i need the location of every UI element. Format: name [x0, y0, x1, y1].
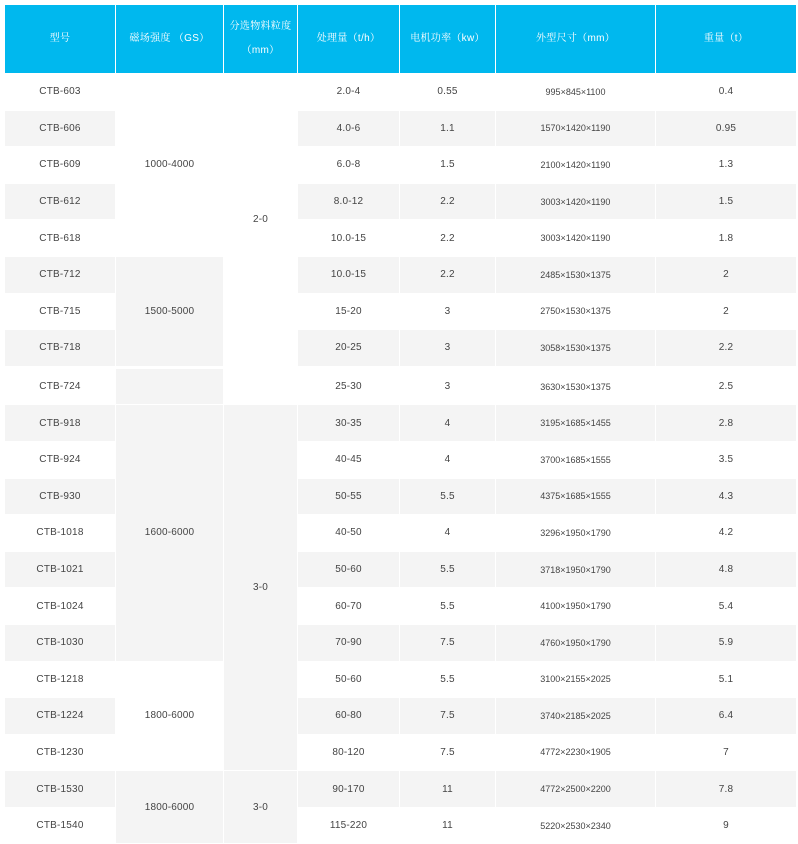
- table-row: [5, 367, 797, 405]
- capacity-cell: 50-60: [298, 551, 400, 588]
- weight-cell: 2.5: [656, 367, 797, 405]
- dimensions-cell: 3718×1950×1790: [496, 551, 656, 588]
- field-strength-cell: 1600-6000: [116, 405, 224, 661]
- dimensions-cell: 2100×1420×1190: [496, 147, 656, 184]
- header-particle-size: 分选物料粒度（mm）: [224, 5, 298, 74]
- capacity-cell: 2.0-4: [298, 74, 400, 111]
- particle-size-cell: 3-0: [224, 405, 298, 771]
- power-cell: 4: [400, 405, 496, 442]
- dimensions-cell: 3058×1530×1375: [496, 330, 656, 368]
- capacity-cell: 50-55: [298, 478, 400, 515]
- capacity-cell: 40-45: [298, 441, 400, 478]
- capacity-cell: 50-60: [298, 661, 400, 698]
- dimensions-cell: 995×845×1100: [496, 74, 656, 111]
- particle-size-cell: 2-0: [224, 74, 298, 368]
- weight-cell: 5.1: [656, 661, 797, 698]
- weight-cell: 4.2: [656, 515, 797, 552]
- model-cell: CTB-1021: [5, 551, 116, 588]
- power-cell: 7.5: [400, 624, 496, 661]
- model-cell: CTB-918: [5, 405, 116, 442]
- weight-cell: 1.8: [656, 220, 797, 257]
- dimensions-cell: 5220×2530×2340: [496, 807, 656, 844]
- field-strength-cell: 1000-4000: [116, 74, 224, 257]
- model-cell: CTB-618: [5, 220, 116, 257]
- capacity-cell: 70-90: [298, 624, 400, 661]
- dimensions-cell: 3195×1685×1455: [496, 405, 656, 442]
- weight-cell: 0.4: [656, 74, 797, 111]
- model-cell: CTB-1530: [5, 771, 116, 808]
- capacity-cell: 40-50: [298, 515, 400, 552]
- capacity-cell: 10.0-15: [298, 220, 400, 257]
- power-cell: 4: [400, 515, 496, 552]
- power-cell: 3: [400, 293, 496, 330]
- weight-cell: 2: [656, 256, 797, 293]
- power-cell: 4: [400, 441, 496, 478]
- capacity-cell: 6.0-8: [298, 147, 400, 184]
- model-cell: CTB-1540: [5, 807, 116, 844]
- dimensions-cell: 4772×2230×1905: [496, 734, 656, 771]
- weight-cell: 4.3: [656, 478, 797, 515]
- model-cell: CTB-603: [5, 74, 116, 111]
- header-magnetic-field: 磁场强度 （GS）: [116, 5, 224, 74]
- capacity-cell: 4.0-6: [298, 110, 400, 147]
- header-model: 型号: [5, 5, 116, 74]
- model-cell: CTB-612: [5, 183, 116, 220]
- model-cell: CTB-924: [5, 441, 116, 478]
- weight-cell: 9: [656, 807, 797, 844]
- power-cell: 11: [400, 807, 496, 844]
- power-cell: 2.2: [400, 183, 496, 220]
- table-body: [5, 74, 797, 844]
- capacity-cell: 25-30: [298, 367, 400, 405]
- model-cell: CTB-606: [5, 110, 116, 147]
- power-cell: 5.5: [400, 588, 496, 625]
- dimensions-cell: 3003×1420×1190: [496, 220, 656, 257]
- weight-cell: 5.4: [656, 588, 797, 625]
- capacity-cell: 60-80: [298, 698, 400, 735]
- table-header: [5, 5, 797, 74]
- model-cell: CTB-718: [5, 330, 116, 368]
- table-row: [5, 74, 797, 111]
- weight-cell: 2: [656, 293, 797, 330]
- dimensions-cell: 3740×2185×2025: [496, 698, 656, 735]
- power-cell: 3: [400, 330, 496, 368]
- header-motor-power: 电机功率（kw）: [400, 5, 496, 74]
- table-row: [5, 771, 797, 808]
- model-cell: CTB-1030: [5, 624, 116, 661]
- table-row: [5, 256, 797, 293]
- capacity-cell: 115-220: [298, 807, 400, 844]
- model-cell: CTB-724: [5, 367, 116, 405]
- model-cell: CTB-1224: [5, 698, 116, 735]
- model-cell: CTB-930: [5, 478, 116, 515]
- weight-cell: 3.5: [656, 441, 797, 478]
- weight-cell: 6.4: [656, 698, 797, 735]
- power-cell: 2.2: [400, 256, 496, 293]
- dimensions-cell: 3630×1530×1375: [496, 367, 656, 405]
- particle-size-cell: 3-0: [224, 771, 298, 844]
- weight-cell: 5.9: [656, 624, 797, 661]
- weight-cell: 2.2: [656, 330, 797, 368]
- model-cell: CTB-1024: [5, 588, 116, 625]
- table-row: [5, 405, 797, 442]
- field-strength-empty-cell: [116, 367, 224, 405]
- table-row: [5, 661, 797, 698]
- capacity-cell: 15-20: [298, 293, 400, 330]
- dimensions-cell: 4100×1950×1790: [496, 588, 656, 625]
- weight-cell: 0.95: [656, 110, 797, 147]
- dimensions-cell: 3700×1685×1555: [496, 441, 656, 478]
- power-cell: 1.5: [400, 147, 496, 184]
- field-strength-cell: 1500-5000: [116, 256, 224, 367]
- dimensions-cell: 2485×1530×1375: [496, 256, 656, 293]
- model-cell: CTB-715: [5, 293, 116, 330]
- magnetic-separator-spec-table: [4, 4, 797, 844]
- weight-cell: 2.8: [656, 405, 797, 442]
- dimensions-cell: 4772×2500×2200: [496, 771, 656, 808]
- model-cell: CTB-1018: [5, 515, 116, 552]
- header-capacity: 处理量（t/h）: [298, 5, 400, 74]
- model-cell: CTB-609: [5, 147, 116, 184]
- power-cell: 5.5: [400, 551, 496, 588]
- dimensions-cell: 3100×2155×2025: [496, 661, 656, 698]
- capacity-cell: 10.0-15: [298, 256, 400, 293]
- dimensions-cell: 3003×1420×1190: [496, 183, 656, 220]
- weight-cell: 7: [656, 734, 797, 771]
- dimensions-cell: 3296×1950×1790: [496, 515, 656, 552]
- model-cell: CTB-1230: [5, 734, 116, 771]
- capacity-cell: 8.0-12: [298, 183, 400, 220]
- capacity-cell: 20-25: [298, 330, 400, 368]
- power-cell: 11: [400, 771, 496, 808]
- power-cell: 1.1: [400, 110, 496, 147]
- field-strength-cell: 1800-6000: [116, 771, 224, 844]
- power-cell: 7.5: [400, 734, 496, 771]
- particle-size-empty-cell: [224, 367, 298, 405]
- weight-cell: 4.8: [656, 551, 797, 588]
- power-cell: 5.5: [400, 478, 496, 515]
- capacity-cell: 90-170: [298, 771, 400, 808]
- weight-cell: 1.3: [656, 147, 797, 184]
- power-cell: 2.2: [400, 220, 496, 257]
- header-weight: 重量（t）: [656, 5, 797, 74]
- dimensions-cell: 1570×1420×1190: [496, 110, 656, 147]
- header-dimensions: 外型尺寸（mm）: [496, 5, 656, 74]
- weight-cell: 1.5: [656, 183, 797, 220]
- dimensions-cell: 4760×1950×1790: [496, 624, 656, 661]
- capacity-cell: 60-70: [298, 588, 400, 625]
- model-cell: CTB-712: [5, 256, 116, 293]
- field-strength-cell: 1800-6000: [116, 661, 224, 771]
- weight-cell: 7.8: [656, 771, 797, 808]
- power-cell: 3: [400, 367, 496, 405]
- dimensions-cell: 4375×1685×1555: [496, 478, 656, 515]
- power-cell: 7.5: [400, 698, 496, 735]
- power-cell: 0.55: [400, 74, 496, 111]
- capacity-cell: 30-35: [298, 405, 400, 442]
- capacity-cell: 80-120: [298, 734, 400, 771]
- power-cell: 5.5: [400, 661, 496, 698]
- model-cell: CTB-1218: [5, 661, 116, 698]
- dimensions-cell: 2750×1530×1375: [496, 293, 656, 330]
